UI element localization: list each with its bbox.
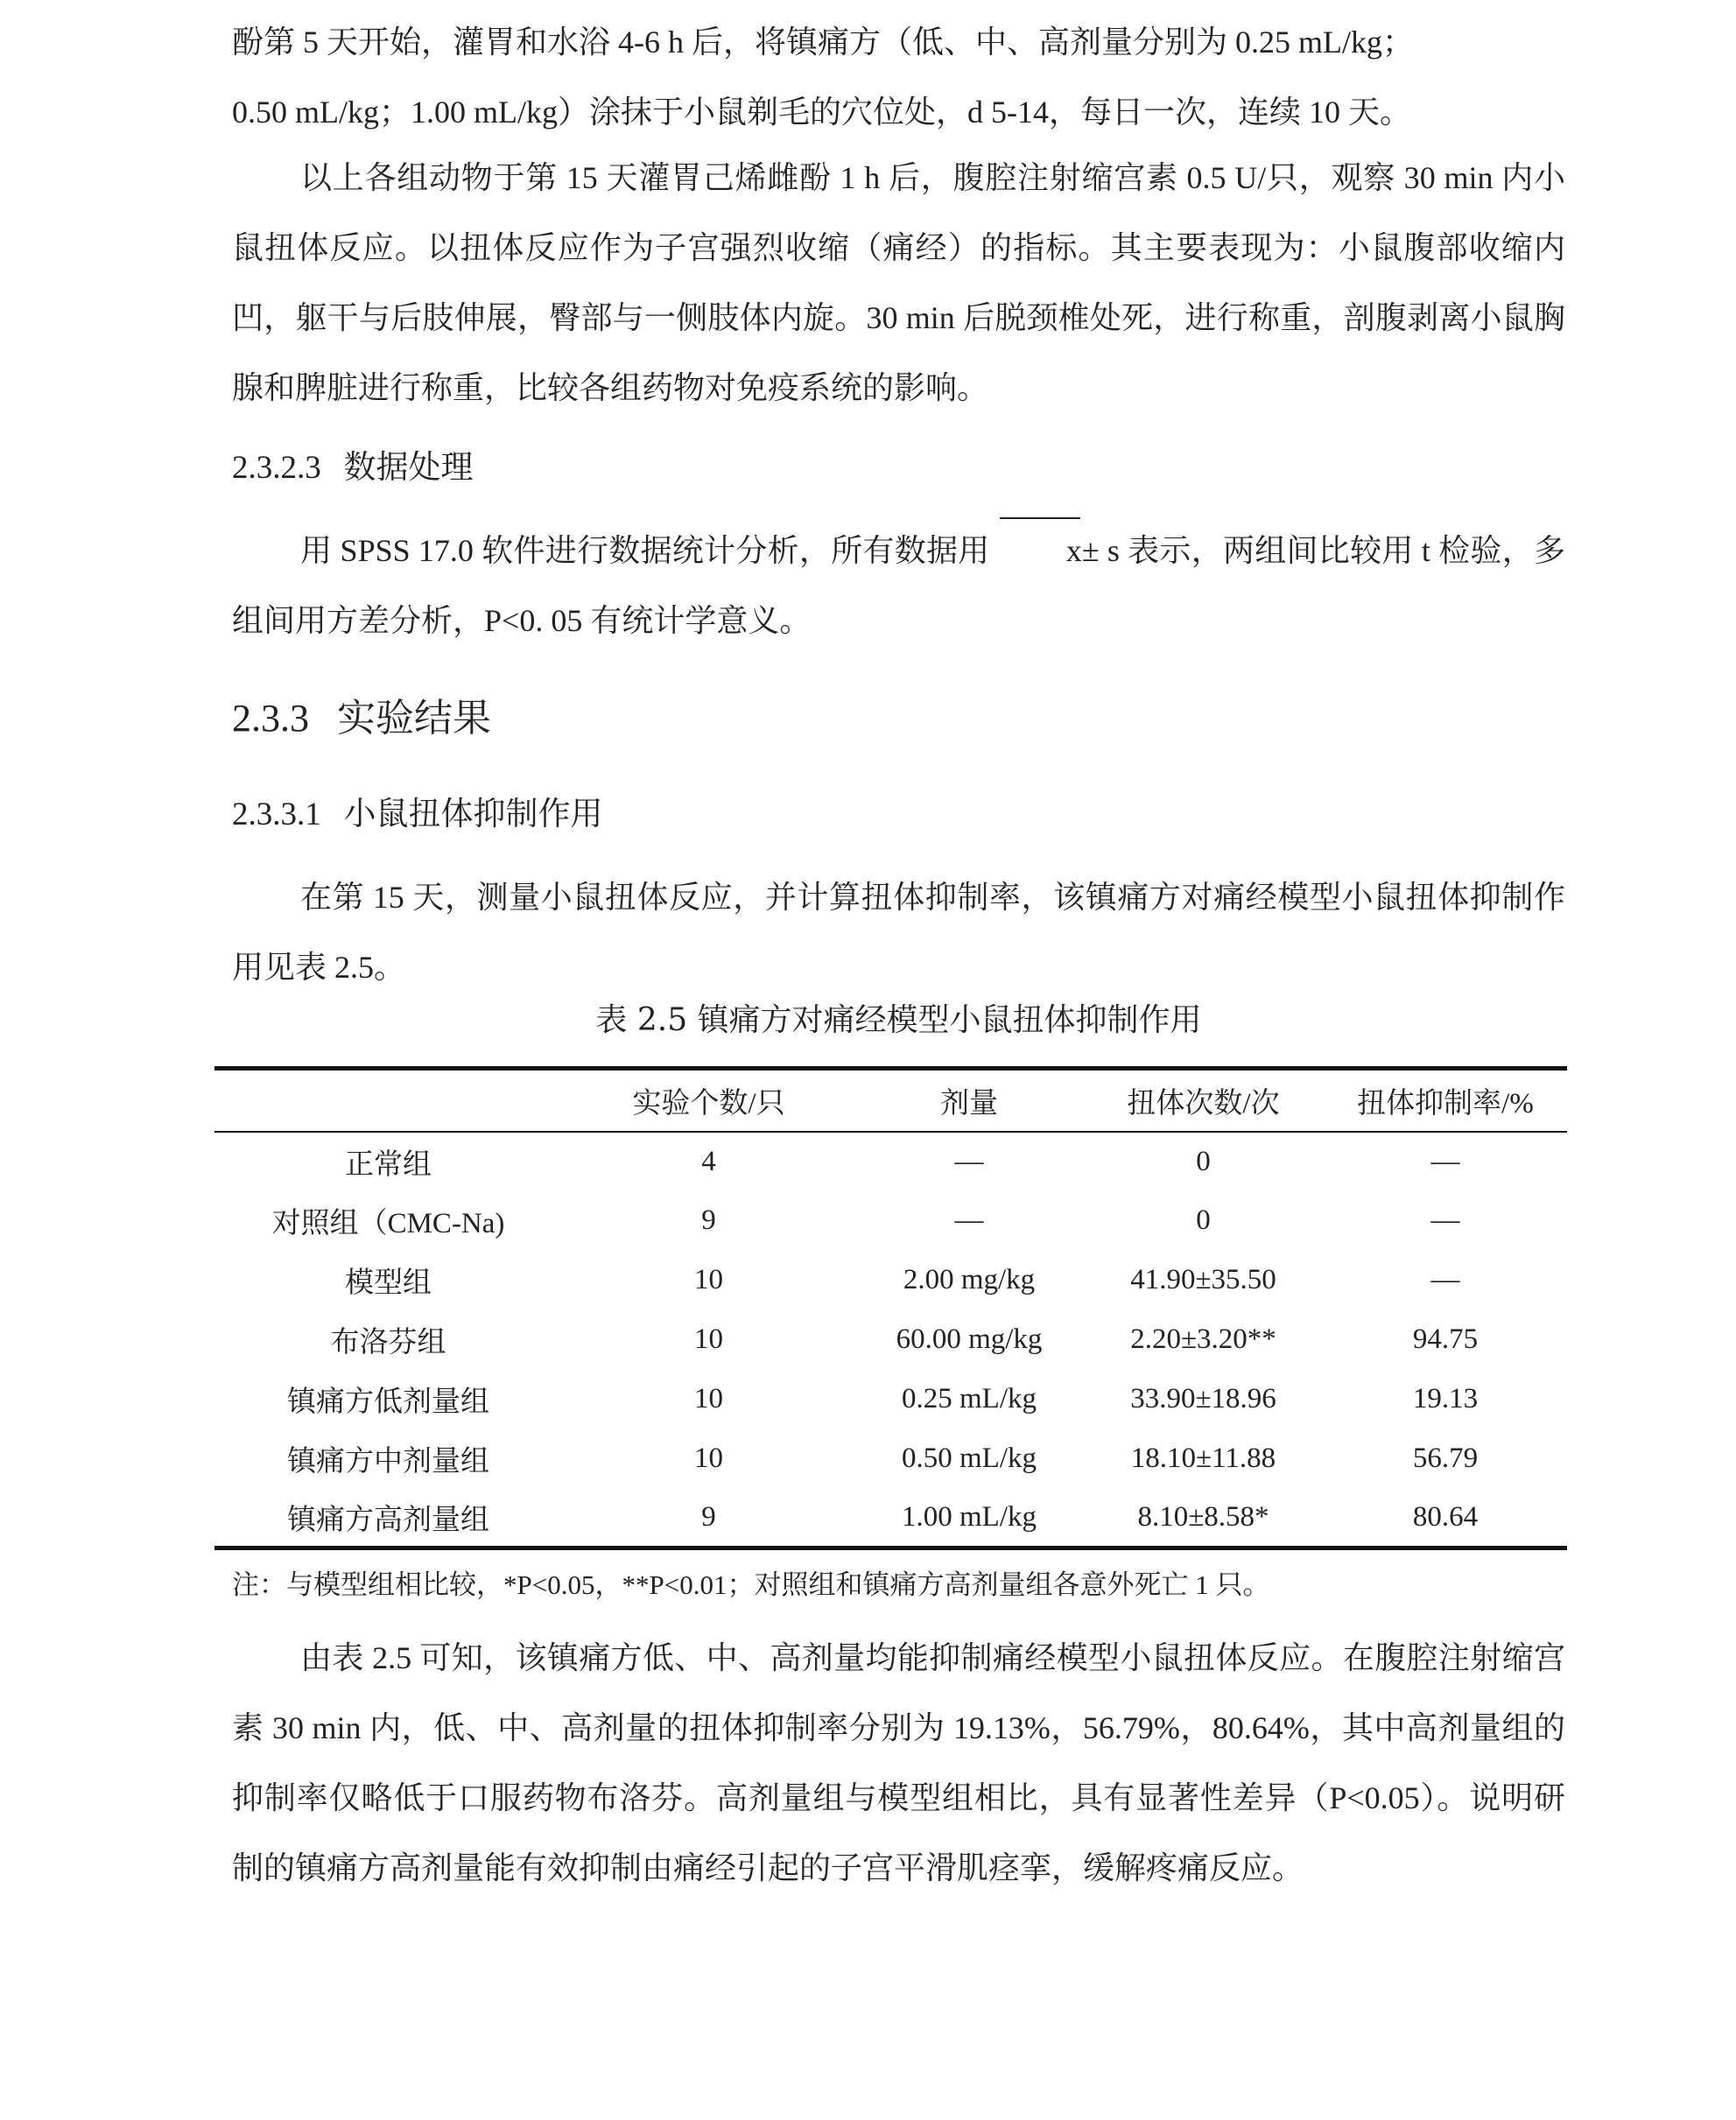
table-row [214, 1370, 1567, 1429]
table-cell: — [1430, 1145, 1460, 1177]
paragraph-3 [232, 516, 1565, 656]
x-bar-symbol: x [998, 516, 1082, 586]
table-cell: 0 [1196, 1204, 1211, 1236]
table-cell: 10 [694, 1323, 723, 1355]
heading-2-3-3-1 [232, 788, 603, 841]
table-cell: 18.10±11.88 [1130, 1443, 1276, 1474]
paragraph-3-before: 用 SPSS 17.0 软件进行数据统计分析，所有数据用 [300, 533, 998, 568]
table-cell: 19.13 [1412, 1383, 1479, 1415]
table-cell: 4 [701, 1145, 716, 1177]
table-row [214, 1251, 1567, 1310]
table-cell: 正常组 [345, 1148, 432, 1181]
table-cell: 56.79 [1412, 1443, 1479, 1474]
table-row [214, 1191, 1567, 1251]
table-cell: 8.10±8.58* [1083, 1489, 1324, 1548]
table-row [214, 1132, 1567, 1191]
table-cell: 镇痛方高剂量组 [214, 1489, 562, 1548]
column-header: 扭体抑制率/% [1324, 1069, 1567, 1132]
table-cell: 10 [694, 1383, 723, 1415]
table-cell: 10 [694, 1264, 723, 1295]
table-cell: 1.00 mL/kg [855, 1489, 1083, 1548]
table-cell: 41.90±35.50 [1130, 1264, 1276, 1295]
table-cell: 33.90±18.96 [1130, 1383, 1276, 1415]
table-cell: — [1430, 1264, 1460, 1295]
table-cell: 10 [694, 1443, 723, 1474]
column-header [214, 1069, 562, 1132]
heading-2-3-2-3 [232, 441, 474, 495]
paragraph-1 [232, 7, 1565, 147]
table-cell: 镇痛方中剂量组 [287, 1446, 489, 1478]
table-cell: 布洛芬组 [330, 1327, 446, 1358]
table-cell: 94.75 [1412, 1323, 1479, 1355]
column-header: 实验个数/只 [562, 1069, 855, 1132]
heading-text: 实验结果 [337, 696, 491, 741]
table-caption: 表 2.5 镇痛方对痛经模型小鼠扭体抑制作用 [595, 1002, 1202, 1038]
heading-number: 2.3.3 [232, 697, 309, 740]
table-cell: — [954, 1204, 984, 1236]
table-header-row [214, 1069, 1567, 1132]
paragraph-1-line-1: 酚第 5 天开始，灌胃和水浴 4-6 h 后，将镇痛方（低、中、高剂量分别为 0.25 mL/kg； [232, 25, 1414, 60]
table-cell: — [954, 1145, 984, 1177]
heading-text: 小鼠扭体抑制作用 [343, 795, 603, 832]
table-cell: 2.00 mg/kg [903, 1264, 1036, 1295]
table-cell: 0.50 mL/kg [902, 1443, 1037, 1474]
table-row [214, 1429, 1567, 1489]
results-table [214, 1066, 1567, 1550]
column-header: 剂量 [855, 1069, 1083, 1132]
paragraph-4: 在第 15 天，测量小鼠扭体反应，并计算扭体抑制率，该镇痛方对痛经模型小鼠扭体抑制作用见表 2.5。 [232, 880, 1565, 985]
heading-text: 数据处理 [343, 448, 474, 486]
table-row [214, 1310, 1567, 1370]
column-header: 扭体次数/次 [1083, 1069, 1324, 1132]
heading-2-3-3 [232, 688, 491, 749]
table-cell: 2.20±3.20** [1130, 1323, 1276, 1355]
table-cell: 80.64 [1324, 1489, 1567, 1548]
table-cell: 镇痛方低剂量组 [287, 1386, 489, 1418]
table-cell: — [1430, 1204, 1460, 1236]
table-note: 注：与模型组相比较，*P<0.05，**P<0.01；对照组和镇痛方高剂量组各意外死亡 1 只。 [232, 1569, 1270, 1600]
table-cell: 9 [562, 1489, 855, 1548]
paragraph-5: 由表 2.5 可知，该镇痛方低、中、高剂量均能抑制痛经模型小鼠扭体反应。在腹腔注射缩宫素 30 min 内，低、中、高剂量的扭体抑制率分别为 19.13%，56.79%，80.64%，其中高剂量组的抑制率仅略低于口服药物布洛芬。高剂量组与模型组相比，具有显著性差异（P<0.05）。说明研制的镇痛方高剂量能有效抑制由痛经引起的子宫平滑肌痉挛，缓解疼痛反应。 [232, 1640, 1565, 1885]
table-cell: 对照组（CMC-Na) [271, 1208, 505, 1239]
heading-number: 2.3.2.3 [232, 450, 321, 486]
table-row [214, 1489, 1567, 1548]
table-cell: 0 [1196, 1145, 1211, 1177]
table-cell: 60.00 mg/kg [896, 1323, 1043, 1355]
heading-number: 2.3.3.1 [232, 797, 321, 832]
table-cell: 0.25 mL/kg [902, 1383, 1037, 1415]
table-cell: 模型组 [345, 1267, 432, 1299]
paragraph-1-line-2: 0.50 mL/kg；1.00 mL/kg）涂抹于小鼠剃毛的穴位处，d 5-14，每日一次，连续 10 天。 [232, 95, 1411, 130]
table-cell: 9 [701, 1204, 716, 1236]
paragraph-2: 以上各组动物于第 15 天灌胃己烯雌酚 1 h 后，腹腔注射缩宫素 0.5 U/只，观察 30 min 内小鼠扭体反应。以扭体反应作为子宫强烈收缩（痛经）的指标。其主要表现为：小鼠腹部收缩内凹，躯干与后肢伸展，臀部与一侧肢体内旋。30 min 后脱颈椎处死，进行称重，剖腹剥离小鼠胸腺和脾脏进行称重，比较各组药物对免疫系统的影响。 [232, 160, 1565, 405]
paragraph-3-after: ± s 表示，两组间比较用 t 检验，多组间用方差分析，P<0. 05 有统计学意义。 [232, 533, 1565, 638]
